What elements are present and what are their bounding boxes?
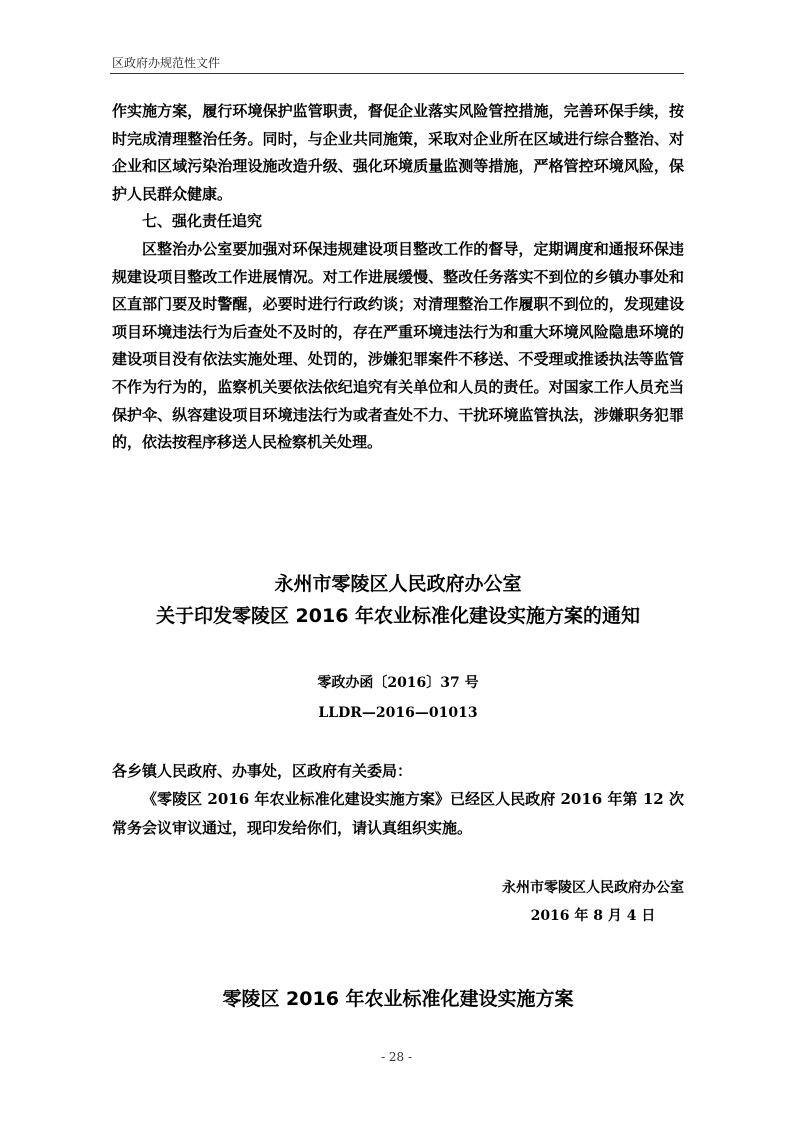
notice-title-line2: 关于印发零陵区 2016 年农业标准化建设实施方案的通知 <box>155 605 641 627</box>
notice-title-line1: 永州市零陵区人民政府办公室 <box>274 573 522 595</box>
continuation-paragraph: 作实施方案，履行环境保护监管职责，督促企业落实风险管控措施，完善环保手续，按时完成清理整治任务。同时，与企业共同施策，采取对企业所在区域进行综合整治、对企业和区域污染治理设施改造升级、强化环境质量监测等措施，严格管控环境风险，保护人民群众健康。 <box>112 102 684 203</box>
signature-date: 2016 年 8 月 4 日 <box>530 908 656 924</box>
section-heading: 七、强化责任追究 <box>142 212 263 231</box>
section-body: 区整治办公室要加强对环保违规建设项目整改工作的督导，定期调度和通报环保违规建设项目整改工作进展情况。对工作进展缓慢、整改任务落实不到位的乡镇办事处和区直部门要及时警醒，必要时进行行政约谈；对清理整治工作履职不到位的，发现建设项目环境违法行为后查处不及时的，存在严重环境违法行为和重大环境风险隐患环境的建设项目没有依法实施处理、处罚的，涉嫌犯罪案件不移送、不受理或推诿执法等监管不作为行为的，监察机关要依法依纪追究有关单位和人员的责任。对国家工作人员充当保护伞、纵容建设项目环境违法行为或者查处不力、干扰环境监管执法，涉嫌职务犯罪的，依法按程序移送人民检察机关处理。 <box>112 239 684 452</box>
document-header: 区政府办规范性文件 <box>112 56 221 70</box>
signature-block <box>502 874 684 930</box>
page-number: - 28 - <box>380 1050 412 1064</box>
document-numbers <box>112 668 684 728</box>
previous-document-text <box>112 98 684 457</box>
header-divider <box>110 73 684 74</box>
register-number: LLDR—2016—01013 <box>318 705 478 721</box>
signature-org: 永州市零陵区人民政府办公室 <box>502 880 684 896</box>
addressee: 各乡镇人民政府、办事处，区政府有关委局： <box>112 762 413 780</box>
doc-number: 零政办函〔2016〕37 号 <box>317 675 479 691</box>
notice-title <box>112 568 684 632</box>
notice-body <box>112 785 684 843</box>
notice-body-paragraph: 《零陵区 2016 年农业标准化建设实施方案》已经区人民政府 2016 年第 12 次常务会议审议通过，现印发给你们，请认真组织实施。 <box>112 790 684 837</box>
plan-title: 零陵区 2016 年农业标准化建设实施方案 <box>222 988 574 1010</box>
